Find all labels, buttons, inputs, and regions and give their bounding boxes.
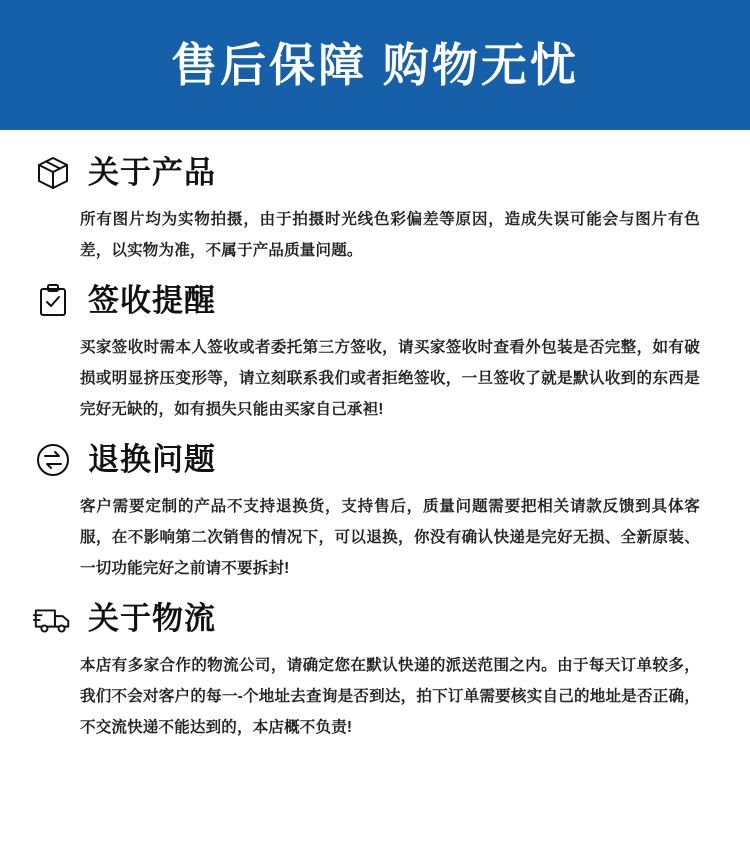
return-arrow-icon: [32, 439, 74, 481]
section-title: 关于物流: [88, 600, 216, 636]
section-body: 客户需要定制的产品不支持退换货，支持售后，质量问题需要把相关请款反馈到具体客服，在不影响第二次销售的情况下，可以退换，你没有确认快递是完好无损、全新原装、一切功能完好之前请不要拆封!: [80, 498, 700, 577]
section-about-product: [28, 152, 722, 266]
section-title: 关于产品: [88, 154, 216, 190]
delivery-truck-icon: [32, 598, 74, 640]
section-header: [28, 152, 722, 194]
section-header: [28, 598, 722, 640]
section-body: 买家签收时需本人签收或者委托第三方签收，请买家签收时查看外包装是否完整，如有破损或明显挤压变形等，请立刻联系我们或者拒绝签收，一旦签收了就是默认收到的东西是完好无缺的，如有损失只能由买家自己承袒!: [80, 339, 700, 418]
section-title: 退换问题: [88, 441, 216, 477]
section-body: 所有图片均为实物拍摄，由于拍摄时光线色彩偏差等原因，造成失误可能会与图片有色差，以实物为准，不属于产品质量问题。: [80, 211, 700, 259]
section-return-exchange: [28, 439, 722, 584]
clipboard-check-icon: [32, 280, 74, 322]
section-body: 本店有多家合作的物流公司，请确定您在默认快递的派送范围之内。由于每天订单较多，我们不会对客户的每一-个地址去查询是否到达，拍下订单需要核实自己的地址是否正确，不交流快递不能达到的，本店概不负责!: [80, 657, 700, 736]
section-header: [28, 280, 722, 322]
package-box-icon: [32, 152, 74, 194]
section-about-logistics: [28, 598, 722, 743]
section-signing-reminder: [28, 280, 722, 425]
section-header: [28, 439, 722, 481]
banner: [0, 0, 750, 130]
sections-container: [0, 130, 750, 743]
banner-title: 售后保障 购物无忧: [171, 39, 579, 91]
section-title: 签收提醒: [88, 282, 216, 318]
